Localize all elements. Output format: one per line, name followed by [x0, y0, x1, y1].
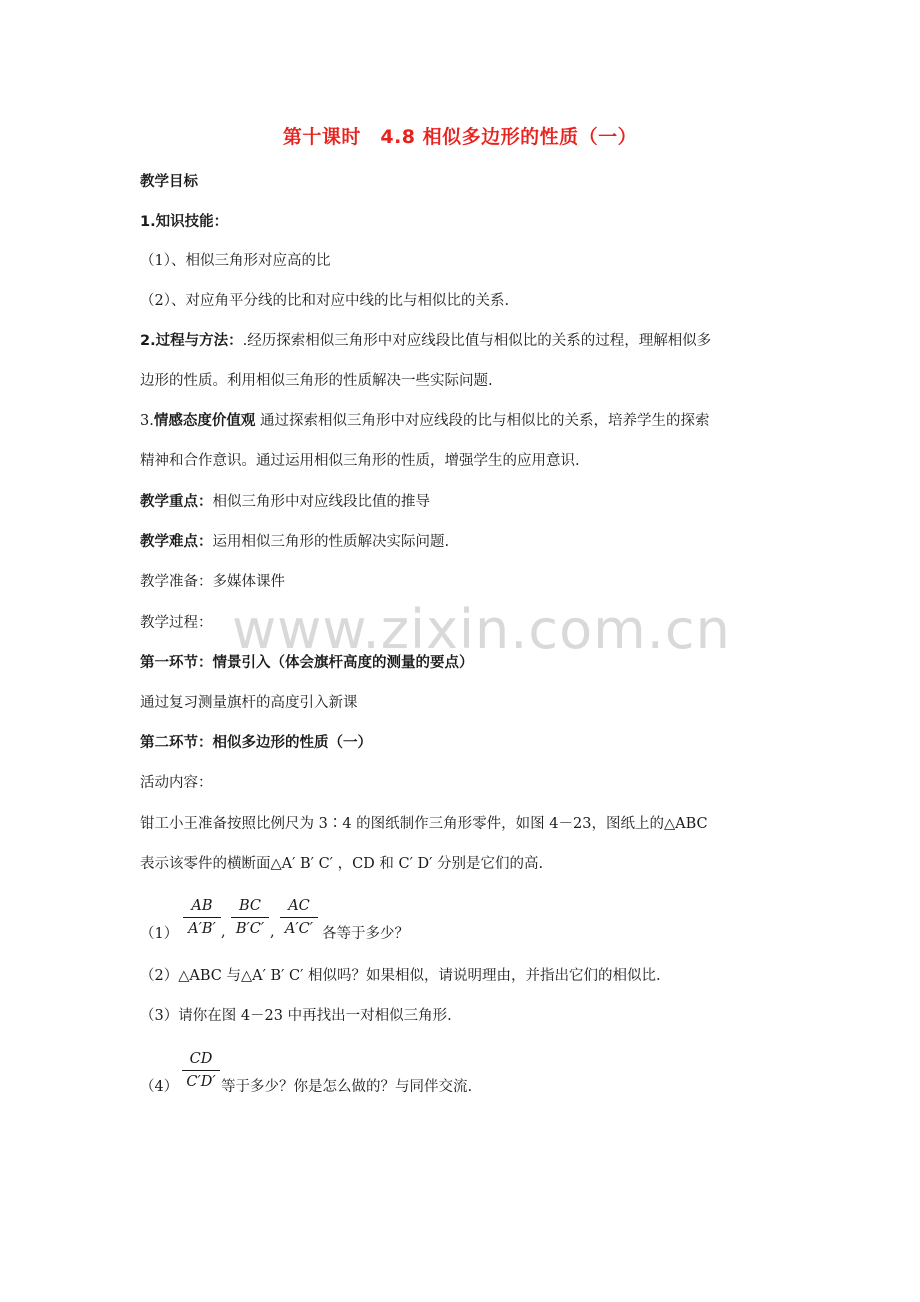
fraction-bar — [231, 917, 269, 918]
fraction-bar — [183, 917, 221, 918]
fraction-denominator: A′B′ — [188, 921, 216, 937]
fraction-denominator: B′C′ — [235, 921, 265, 937]
question-4-number: （4） — [140, 1079, 179, 1095]
section1-text: 通过复习测量旗杆的高度引入新课 — [140, 695, 358, 711]
fraction-bc-over-b1c1 — [231, 897, 269, 938]
difficulty-text: 运用相似三角形的性质解决实际问题. — [212, 534, 450, 550]
watermark: www.zixin.com.cn — [232, 598, 731, 661]
knowledge-item-2: （2）、对应角平分线的比和对应中线的比与相似比的关系. — [140, 293, 510, 309]
problem-line-1: 钳工小王准备按照比例尺为 3∶4 的图纸制作三角形零件，如图 4－23，图纸上的△ABC — [140, 816, 708, 832]
fraction-numerator: BC — [238, 898, 262, 914]
question-1-number: （1） — [140, 926, 179, 942]
fraction-cd-over-c1d1 — [182, 1050, 220, 1091]
fraction-denominator: A′C′ — [284, 921, 314, 937]
activity-label: 活动内容： — [140, 775, 213, 791]
key-point-label: 教学重点： — [140, 494, 213, 510]
fraction-ab-over-a1b1 — [183, 897, 221, 938]
section2-heading: 第二环节：相似多边形的性质（一） — [140, 735, 372, 751]
fraction-ac-over-a1c1 — [280, 897, 318, 938]
fraction-bar — [182, 1070, 220, 1071]
difficulty — [140, 532, 790, 552]
fraction-denominator: C′D′ — [186, 1074, 216, 1090]
process-label: 2.过程与方法： — [140, 333, 243, 349]
emotion-text-2: 精神和合作意识。通过运用相似三角形的性质，增强学生的应用意识. — [140, 453, 580, 469]
preparation: 教学准备：多媒体课件 — [140, 574, 285, 590]
fraction-separator: , — [270, 924, 275, 940]
key-point — [140, 492, 790, 512]
key-point-text: 相似三角形中对应线段比值的推导 — [212, 494, 430, 510]
question-2: （2）△ABC 与△A′ B′ C′ 相似吗？如果相似，请说明理由，并指出它们的相似比. — [140, 968, 661, 984]
question-1-text: 各等于多少？ — [322, 926, 409, 942]
fraction-numerator: AC — [288, 898, 310, 914]
problem-line-2: 表示该零件的横断面△A′ B′ C′ ，CD 和 C′ D′ 分别是它们的高. — [140, 856, 544, 872]
process-text-2: 边形的性质。利用相似三角形的性质解决一些实际问题. — [140, 373, 493, 389]
knowledge-item-1: （1）、相似三角形对应高的比 — [140, 253, 331, 269]
fraction-separator: , — [221, 924, 226, 940]
emotion-label: 情感态度价值观 — [153, 413, 256, 429]
process-text-1: .经历探索相似三角形中对应线段比值与相似比的关系的过程，理解相似多 — [242, 333, 712, 349]
objectives-heading: 教学目标 — [140, 174, 198, 190]
question-3: （3）请你在图 4－23 中再找出一对相似三角形. — [140, 1008, 452, 1024]
section1-heading: 第一环节：情景引入（体会旗杆高度的测量的要点） — [140, 655, 474, 671]
difficulty-label: 教学难点： — [140, 534, 213, 550]
knowledge-label: 1.知识技能： — [140, 214, 229, 230]
fraction-numerator: AB — [191, 898, 213, 914]
emotion-text-1: 通过探索相似三角形中对应线段的比与相似比的关系，培养学生的探索 — [255, 413, 710, 429]
fraction-numerator: CD — [189, 1051, 213, 1067]
question-4-text: 等于多少？你是怎么做的？与同伴交流. — [221, 1079, 473, 1095]
process-objective-line-1 — [140, 331, 790, 351]
process-heading: 教学过程： — [140, 615, 213, 631]
emotion-objective-line-1 — [140, 411, 790, 431]
page-title: 第十课时 4.8 相似多边形的性质（一） — [282, 126, 638, 148]
fraction-bar — [280, 917, 318, 918]
emotion-num: 3. — [140, 413, 154, 429]
